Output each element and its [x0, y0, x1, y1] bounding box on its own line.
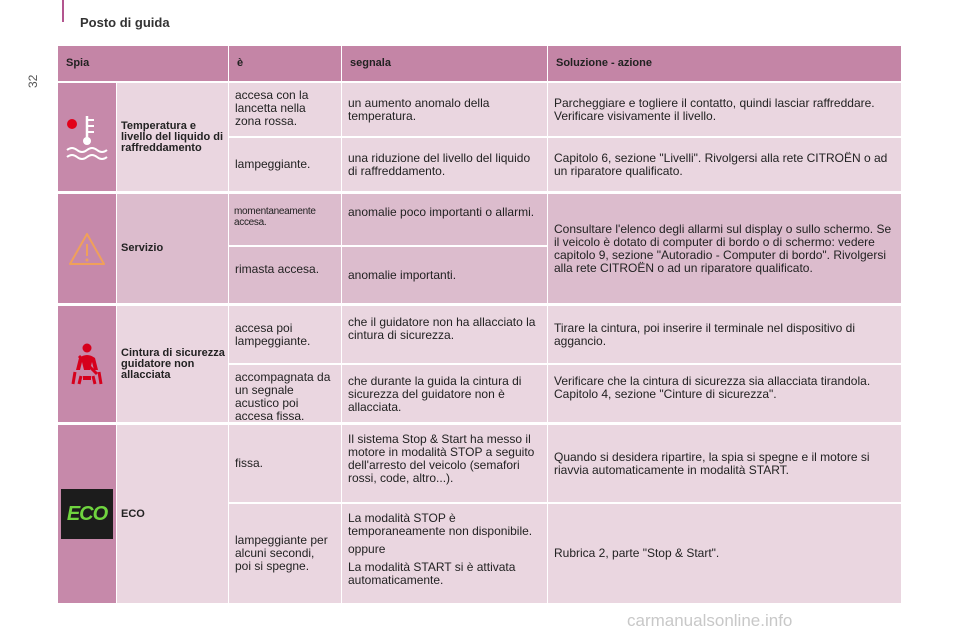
solution-cell: Rubrica 2, parte "Stop & Start".	[548, 504, 901, 603]
watermark: carmanualsonline.info	[627, 611, 793, 630]
service-warning-light	[58, 194, 116, 303]
state-cell: rimasta accesa.	[229, 247, 341, 303]
seatbelt-icon	[67, 342, 107, 386]
section-title: Posto di guida	[80, 15, 170, 30]
signals-part: La modalità START si è attivata automaticamente.	[348, 560, 516, 587]
signals-part: oppure	[348, 542, 386, 556]
light-name-service: Servizio	[117, 194, 228, 303]
solution-cell: Verificare che la cintura di sicurezza sia allacciata tirandola. Capitolo 4, sezione "Cinture di sicurezza".	[548, 365, 901, 422]
warning-triangle-icon	[67, 231, 107, 267]
seatbelt-warning-light	[58, 306, 116, 422]
solution-cell: Capitolo 6, sezione "Livelli". Rivolgersi alla rete CITROËN o ad un riparatore qualificato.	[548, 138, 901, 191]
column-header-state: è	[229, 46, 341, 81]
signals-cell: un aumento anomalo della temperatura.	[342, 83, 547, 136]
solution-cell: Tirare la cintura, poi inserire il terminale nel dispositivo di aggancio.	[548, 306, 901, 363]
light-name-seatbelt: Cintura di sicurezza guidatore non allacciata	[117, 306, 228, 422]
state-cell: momentaneamente accesa.	[229, 194, 341, 245]
coolant-temperature-icon	[64, 112, 110, 162]
margin-accent-line	[62, 0, 64, 22]
eco-warning-light	[58, 425, 116, 603]
signals-cell: anomalie poco importanti o allarmi.	[342, 194, 547, 245]
light-name-coolant: Temperatura e livello del liquido di raffreddamento	[117, 83, 228, 191]
page-number: 32	[26, 74, 40, 88]
state-cell: fissa.	[229, 425, 341, 502]
light-name-eco: ECO	[117, 425, 228, 603]
column-header-spia: Spia	[58, 46, 228, 81]
signals-cell: una riduzione del livello del liquido di raffreddamento.	[342, 138, 547, 191]
solution-cell: Consultare l'elenco degli allarmi sul display o sullo schermo. Se il veicolo è dotato di computer di bordo o di schermo: vedere capitolo 9, sezione "Autoradio - Computer di bordo". Rivolgersi alla rete CITROËN o ad un riparatore qualificato.	[548, 194, 901, 303]
state-cell: accesa con la lancetta nella zona rossa.	[229, 83, 341, 136]
signals-cell	[342, 504, 547, 603]
eco-icon-text: ECO	[66, 502, 108, 525]
solution-cell: Parcheggiare e togliere il contatto, quindi lasciar raffreddare. Verificare visivamente il livello.	[548, 83, 901, 136]
signals-cell: anomalie importanti.	[342, 247, 547, 303]
coolant-warning-light	[58, 83, 116, 191]
solution-cell: Quando si desidera ripartire, la spia si spegne e il motore si riavvia automaticamente in modalità START.	[548, 425, 901, 502]
state-cell: lampeggiante per alcuni secondi, poi si spegne.	[229, 504, 341, 603]
state-cell: accompagnata da un segnale acustico poi accesa fissa.	[229, 365, 341, 422]
signals-cell: Il sistema Stop & Start ha messo il motore in modalità STOP a seguito dell'arresto del veicolo (semafori rossi, code, altro...).	[342, 425, 547, 502]
signals-cell: che durante la guida la cintura di sicurezza del guidatore non è allacciata.	[342, 365, 547, 422]
state-cell: lampeggiante.	[229, 138, 341, 191]
signals-cell: che il guidatore non ha allacciato la cintura di sicurezza.	[342, 306, 547, 363]
column-header-signals: segnala	[342, 46, 547, 81]
state-cell: accesa poi lampeggiante.	[229, 306, 341, 363]
signals-part: La modalità STOP è temporaneamente non disponibile.	[348, 511, 533, 538]
column-header-solution: Soluzione - azione	[548, 46, 901, 81]
eco-icon	[61, 489, 113, 539]
